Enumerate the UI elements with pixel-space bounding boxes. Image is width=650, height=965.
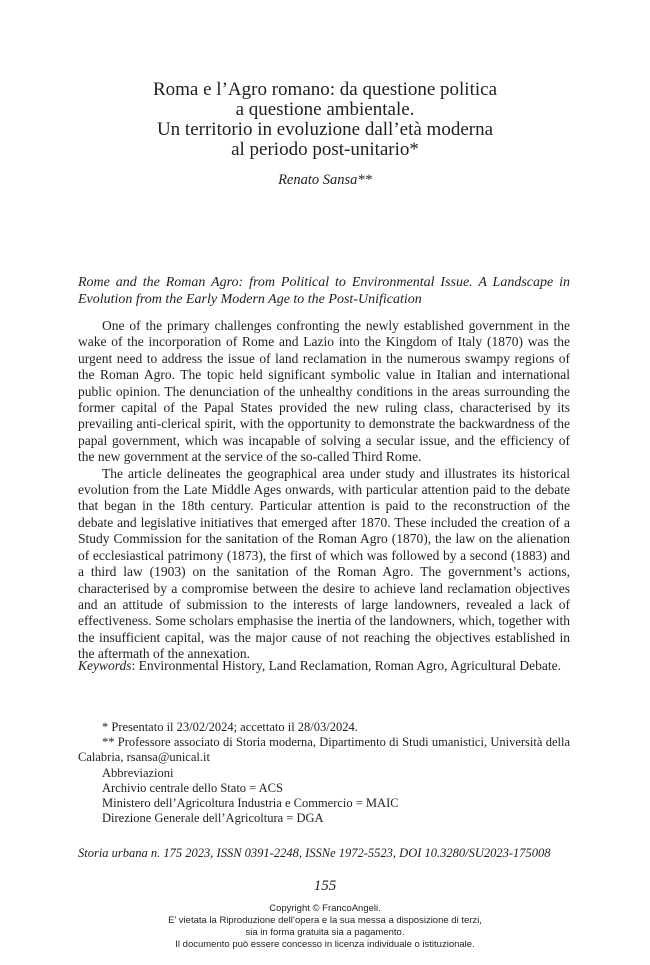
footnotes (78, 720, 570, 826)
copyright-line: sia in forma gratuita sia a pagamento. (245, 927, 405, 938)
copyright-line: E’ vietata la Riproduzione dell’opera e la sua messa a disposizione di terzi, (168, 915, 482, 926)
copyright-notice (0, 903, 650, 951)
abstract (78, 318, 570, 663)
abbreviations-heading: Abbreviazioni (102, 765, 174, 780)
keywords-text: : Environmental History, Land Reclamation, Roman Agro, Agricultural Debate. (131, 658, 562, 673)
english-title: Rome and the Roman Agro: from Political to Environmental Issue. A Landscape in Evolution from the Early Modern Age to the Post-Unification (78, 275, 570, 307)
article-title (0, 80, 650, 160)
footnote-author-affiliation: ** Professore associato di Storia moderna, Dipartimento di Studi umanistici, Università della Calabria, rsansa@unical.it (78, 735, 570, 765)
keywords-label: Keywords (78, 658, 132, 673)
footnote-submission: * Presentato il 23/02/2024; accettato il 28/03/2024. (102, 720, 358, 734)
abbreviation-item: Archivio centrale dello Stato = ACS (102, 780, 283, 795)
abstract-paragraph: One of the primary challenges confronting the newly established government in the wake of the incorporation of Rome and Lazio into the Kingdom of Italy (1870) was the urgent need to address the issue of land reclamation in the numerous swampy regions of the Roman Agro. The topic held significant symbolic value in Italian and international public opinion. The denunciation of the unhealthy conditions in the areas surrounding the former capital of the Papal States provided the new ruling class, characterised by its prevailing anti-clerical spirit, with the opportunity to demonstrate the backwardness of the papal government, which was incapable of solving a secular issue, and the efficiency of the new government at the service of the so-called Third Rome. (78, 318, 570, 465)
title-line: Roma e l’Agro romano: da questione politica (152, 79, 498, 100)
keywords (78, 658, 570, 674)
journal-citation: Storia urbana n. 175 2023, ISSN 0391-2248, ISSNe 1972-5523, DOI 10.3280/SU2023-175008 (78, 846, 551, 860)
title-line: Un territorio in evoluzione dall’età moderna (156, 119, 494, 140)
copyright-line: Il documento può essere concesso in licenza individuale o istituzionale. (175, 939, 475, 950)
abbreviation-item: Ministero dell’Agricoltura Industria e Commercio = MAIC (102, 796, 399, 811)
abstract-paragraph: The article delineates the geographical area under study and illustrates its historical evolution from the Late Middle Ages onwards, with particular attention paid to the debate that began in the 18th century. Particular attention is paid to the reconstruction of the debate and legislative initiatives that emerged after 1870. These included the creation of a Study Commission for the sanitation of the Roman Agro (1870), the law on the alienation of ecclesiastical patrimony (1873), the first of which was followed by a second (1883) and a third law (1903) on the sanitation of the Roman Agro. The government’s actions, characterised by a compromise between the desire to achieve land reclamation objectives and an attitude of submission to the interests of large landowners, revealed a lack of effectiveness. Some scholars emphasise the inertia of the landowners, which, together with the insufficient capital, was the major cause of not reaching the objectives established in the aftermath of the annexation. (78, 465, 570, 662)
title-line: a questione ambientale. (235, 99, 415, 120)
page-number: 155 (313, 878, 337, 894)
abbreviation-item: Direzione Generale dell’Agricoltura = DGA (102, 811, 324, 826)
title-line: al periodo post-unitario* (231, 139, 419, 160)
copyright-line: Copyright © FrancoAngeli. (269, 903, 381, 914)
author-name: Renato Sansa** (278, 172, 372, 188)
